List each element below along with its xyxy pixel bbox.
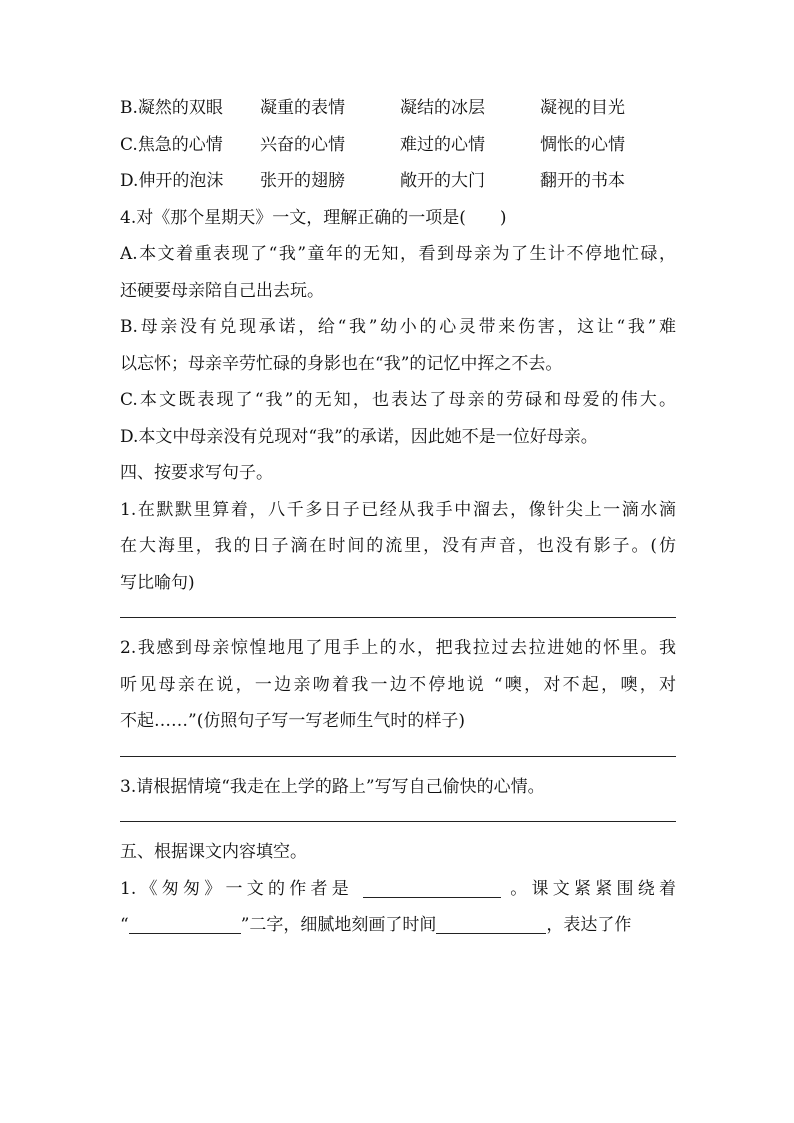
fill-blank-description[interactable] <box>436 913 546 934</box>
section-4-q1-line: 在大海里，我的日子滴在时间的流里，没有声音，也没有影子。(仿 <box>120 536 676 556</box>
question-4-option-b-line: 以忘怀；母亲辛劳忙碌的身影也在“我”的记忆中挥之不去。 <box>120 353 563 374</box>
option-item: 难过的心情 <box>400 134 485 155</box>
option-row-d <box>120 163 676 200</box>
option-item: 凝重的表情 <box>260 98 345 118</box>
section-5-title: 五、根据课文内容填空。 <box>120 842 307 862</box>
question-4-stem: 4.对《那个星期天》一文，理解正确的一项是( ) <box>120 207 507 228</box>
section-4-q2-line: 听见母亲在说，一边亲吻着我一边不停地说 “噢，对不起，噢，对 <box>120 674 676 695</box>
section-5-q1-text: ，表达了作 <box>546 915 632 935</box>
fill-blank-keyword[interactable] <box>129 913 241 934</box>
option-item: 敞开的大门 <box>400 171 485 191</box>
option-item: 张开的翅膀 <box>260 171 345 191</box>
section-5-q1-text: “ <box>120 915 129 935</box>
section-4-q1-line: 写比喻句) <box>120 572 195 593</box>
section-4-q2-line: 不起……”(仿照句子写一写老师生气时的样子) <box>120 711 465 731</box>
option-item: 焦急的心情 <box>137 134 223 155</box>
section-4-title: 四、按要求写句子。 <box>120 463 273 483</box>
fill-blank-author[interactable] <box>363 877 501 898</box>
section-4-q3: 3.请根据情境“我走在上学的路上”写写自己偷快的心情。 <box>120 776 545 797</box>
section-5-q1-text: 。课文紧紧围绕着 <box>510 878 676 899</box>
option-item: 凝然的双眼 <box>137 98 223 118</box>
option-label: D. <box>120 171 139 191</box>
section-5-q1-text: ”二字，细腻地刻画了时间 <box>240 915 437 935</box>
option-item: 惆怅的心情 <box>540 134 625 155</box>
section-4-q1-line: 1.在默默里算着，八千多日子已经从我手中溜去，像针尖上一滴水滴 <box>120 499 676 520</box>
option-item: 伸开的泡沫 <box>138 171 224 191</box>
answer-line[interactable] <box>120 756 676 757</box>
question-4-option-a-line: 还硬要母亲陪自己出去玩。 <box>120 280 324 301</box>
option-label: B. <box>120 98 138 118</box>
option-item: 凝视的目光 <box>540 98 625 118</box>
question-4-option-d: D.本文中母亲没有兑现对“我”的承诺，因此她不是一位好母亲。 <box>120 426 598 447</box>
option-row-c <box>120 127 676 164</box>
question-4-option-b-line: B.母亲没有兑现承诺，给“我”幼小的心灵带来伤害，这让“我”难 <box>120 317 676 337</box>
section-5-q1-text: 1.《匆匆》一文的作者是 <box>120 878 353 899</box>
question-4-option-c: C.本文既表现了“我”的无知，也表达了母亲的劳碌和母爱的伟大。 <box>120 390 676 410</box>
section-5-q1-line <box>120 907 676 944</box>
section-4-q2-line: 2.我感到母亲惊惶地甩了甩手上的水，把我拉过去拉进她的怀里。我 <box>120 638 676 658</box>
question-4-option-a-line: A.本文着重表现了“我”童年的无知，看到母亲为了生计不停地忙碌， <box>120 244 676 264</box>
answer-line[interactable] <box>120 617 676 618</box>
section-5-q1-line <box>120 871 676 908</box>
worksheet-content <box>120 90 676 944</box>
option-label: C. <box>120 134 138 155</box>
option-item: 翻开的书本 <box>540 171 625 191</box>
option-item: 凝结的冰层 <box>400 98 485 118</box>
option-row-b <box>120 90 676 127</box>
option-item: 兴奋的心情 <box>260 134 345 155</box>
answer-line[interactable] <box>120 821 676 822</box>
